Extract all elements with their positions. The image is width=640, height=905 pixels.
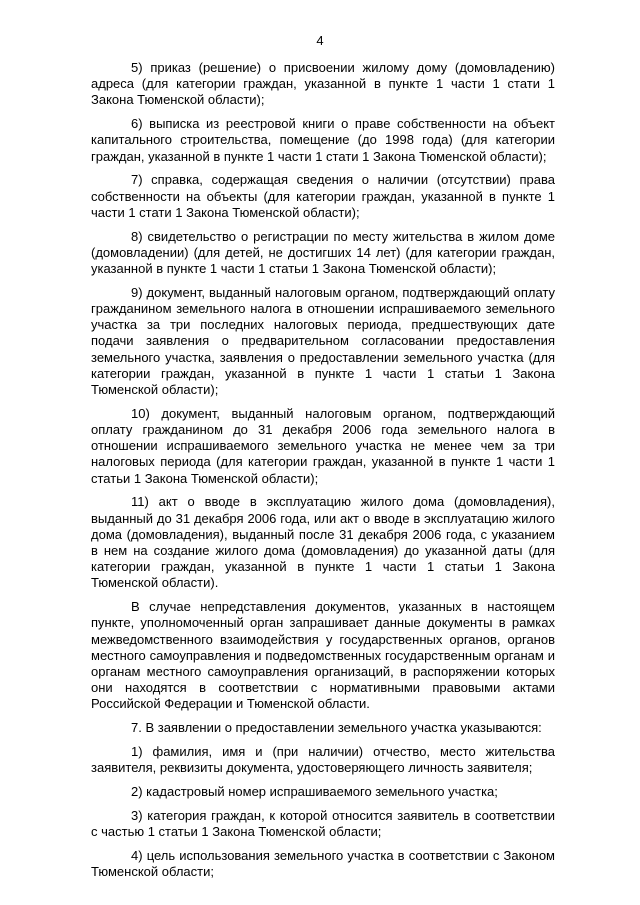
document-body (91, 60, 555, 888)
application-item-3: 3) категория граждан, к которой относится заявитель в соответствии с частью 1 статьи 1 Закона Тюменской области; (91, 807, 555, 840)
section-7-heading: 7. В заявлении о предоставлении земельного участка указываются: (131, 720, 542, 736)
paragraph-interagency-request: В случае непредставления документов, указанных в настоящем пункте, уполномоченный орган запрашивает данные документы в рамках межведомственного взаимодействия у государственных органов, органов местного самоуправления и подведомственных государственным органам и органам местного самоуправления организаций, в распоряжении которых они находятся в соответствии с нормативными правовыми актами Российской Федерации и Тюменской области. (91, 599, 555, 712)
paragraph-item-11: 11) акт о вводе в эксплуатацию жилого дома (домовладения), выданный до 31 декабря 2006 года, или акт о вводе в эксплуатацию жилого дома (домовладения), выданный после 31 декабря 2006 года, с указанием в нем на создание жилого дома (домовладения) до указанной даты (для категории граждан, указанной в пункте 1 части 1 статьи 1 Закона Тюменской области). (91, 494, 555, 591)
application-item-2: 2) кадастровый номер испрашиваемого земельного участка; (131, 784, 498, 800)
paragraph-item-5: 5) приказ (решение) о присвоении жилому дому (домовладению) адреса (для категории граждан, указанной в пункте 1 части 1 стати 1 Закона Тюменской области); (91, 60, 555, 108)
application-item-4: 4) цель использования земельного участка в соответствии с Законом Тюменской области; (91, 847, 555, 880)
paragraph-item-9: 9) документ, выданный налоговым органом, подтверждающий оплату гражданином земельного налога в отношении испрашиваемого земельного участка за три последних налоговых периода, предшествующих дате подачи заявления о предварительном согласовании предоставления земельного участка, заявления о предоставлении земельного участка (для категории граждан, указанной в пункте 1 части 1 статьи 1 Закона Тюменской области); (91, 284, 555, 398)
paragraph-item-8: 8) свидетельство о регистрации по месту жительства в жилом доме (домовладении) (для детей, не достигших 14 лет) (для категории граждан, указанной в пункте 1 части 1 статьи 1 Закона Тюменской области); (91, 228, 555, 277)
paragraph-item-7: 7) справка, содержащая сведения о наличии (отсутствии) права собственности на объекты (для категории граждан, указанной в пункте 1 части 1 стати 1 Закона Тюменской области); (91, 172, 555, 220)
page-number: 4 (316, 33, 324, 48)
paragraph-item-6: 6) выписка из реестровой книги о праве собственности на объект капитального строительства, помещение (до 1998 года) (для категории граждан, указанной в пункте 1 части 1 стати 1 Закона Тюменской области); (91, 116, 555, 164)
paragraph-item-10: 10) документ, выданный налоговым органом, подтверждающий оплату гражданином до 31 декабря 2006 года земельного налога в отношении испрашиваемого земельного участка не менее чем за три налоговых периода (для категории граждан, указанной в пункте 1 части 1 статьи 1 Закона Тюменской области); (91, 405, 555, 486)
application-item-1: 1) фамилия, имя и (при наличии) отчество, место жительства заявителя, реквизиты документа, удостоверяющего личность заявителя; (91, 744, 555, 776)
